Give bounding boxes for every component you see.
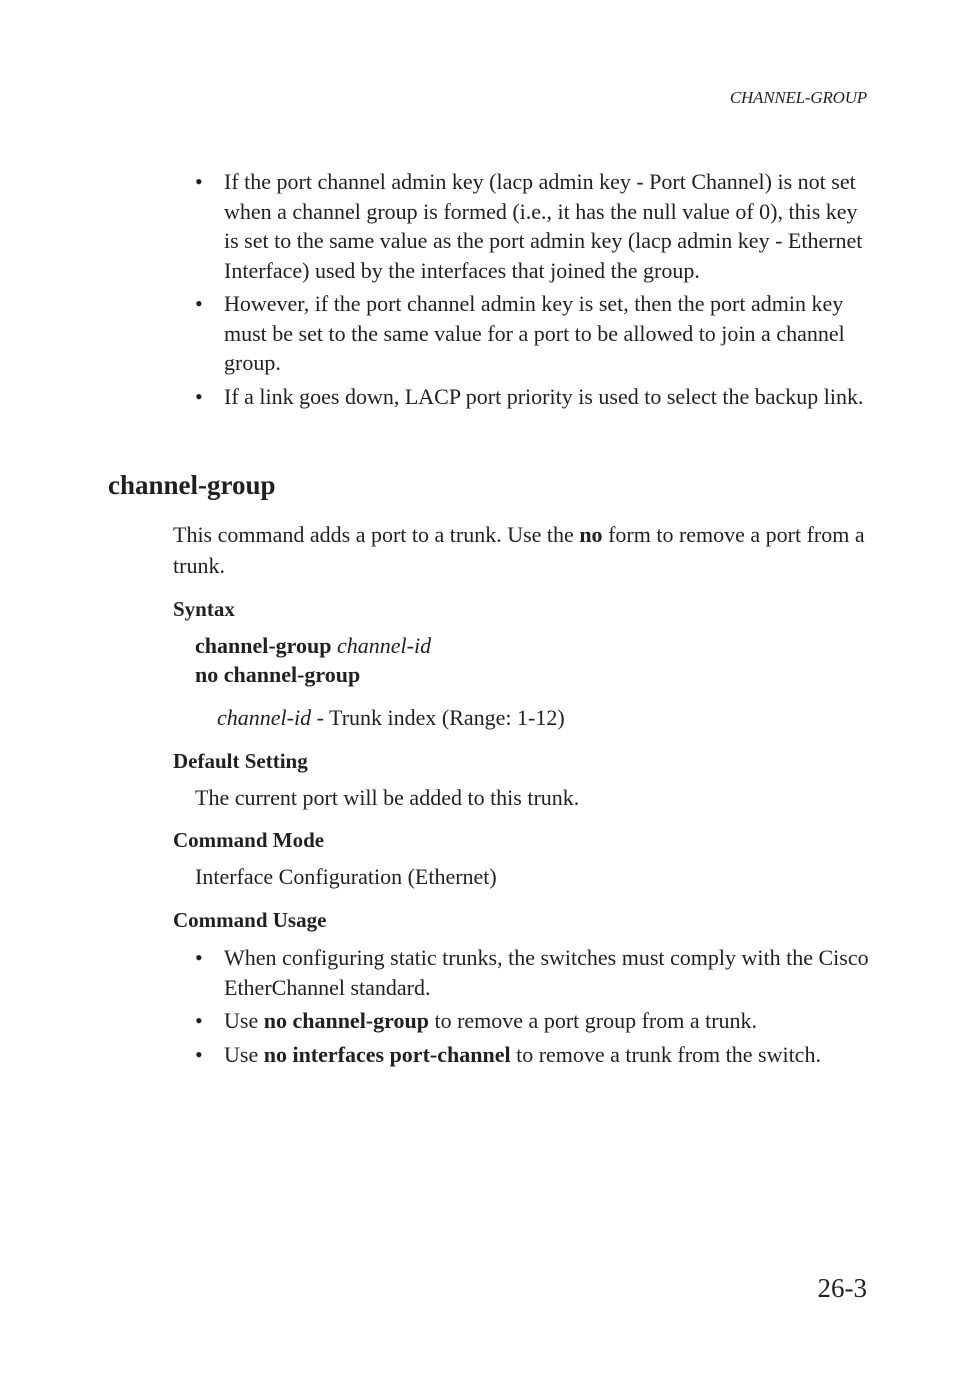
list-item bbox=[195, 943, 875, 1002]
bullet-text-end: to remove a trunk from the switch. bbox=[510, 1041, 821, 1067]
section-title: channel-group bbox=[108, 470, 276, 500]
parameter-text: - Trunk index (Range: 1-12) bbox=[311, 705, 565, 730]
default-setting-text: The current port will be added to this trunk. bbox=[195, 785, 580, 810]
intro-bold-keyword: no bbox=[579, 522, 603, 547]
section-intro bbox=[173, 519, 873, 581]
command-usage-heading: Command Usage bbox=[173, 908, 327, 932]
bullet-text: Use bbox=[224, 1041, 264, 1067]
command-mode-text: Interface Configuration (Ethernet) bbox=[195, 864, 497, 889]
command-mode-heading: Command Mode bbox=[173, 828, 325, 852]
list-item bbox=[195, 1006, 875, 1036]
default-setting-heading: Default Setting bbox=[173, 749, 308, 773]
syntax-parameter: channel-id bbox=[337, 633, 432, 658]
list-item bbox=[195, 382, 875, 412]
parameter-name: channel-id bbox=[217, 705, 312, 730]
intro-text-end: form to remove a port from a trunk. bbox=[173, 522, 865, 578]
bullet-text: However, if the port channel admin key is set, then the port admin key must be set to the same value for a port to be allowed to join a channel group. bbox=[224, 291, 845, 375]
bullet-icon: • bbox=[195, 291, 203, 316]
bullet-text: When configuring static trunks, the switches must comply with the Cisco EtherChannel standard. bbox=[224, 945, 869, 1000]
intro-text: This command adds a port to a trunk. Use the bbox=[173, 522, 580, 547]
list-item bbox=[195, 1040, 875, 1070]
bullet-text: If a link goes down, LACP port priority is used to select the backup link. bbox=[224, 383, 864, 409]
bullet-icon: • bbox=[195, 383, 203, 409]
bullet-text: Use bbox=[224, 1008, 264, 1033]
usage-bullet-list bbox=[195, 943, 875, 1073]
bullet-icon: • bbox=[195, 1008, 203, 1033]
list-item bbox=[195, 167, 875, 285]
bullet-icon: • bbox=[195, 169, 203, 194]
bullet-bold-command: no channel-group bbox=[263, 1008, 429, 1033]
syntax-command: channel-group bbox=[195, 633, 332, 658]
intro-bullet-list bbox=[195, 167, 875, 415]
bullet-icon: • bbox=[195, 1041, 203, 1067]
page-number: 26-3 bbox=[817, 1273, 867, 1303]
list-item bbox=[195, 289, 875, 378]
syntax-line-2 bbox=[195, 662, 360, 688]
syntax-heading: Syntax bbox=[173, 597, 235, 621]
bullet-bold-command: no interfaces port-channel bbox=[263, 1041, 511, 1067]
parameter-description bbox=[217, 705, 565, 731]
syntax-line-1 bbox=[195, 633, 431, 659]
syntax-no-command: no channel-group bbox=[195, 662, 361, 687]
bullet-icon: • bbox=[195, 945, 203, 970]
running-head: CHANNEL-GROUP bbox=[729, 88, 867, 107]
bullet-text-end: to remove a port group from a trunk. bbox=[428, 1008, 758, 1033]
bullet-text: If the port channel admin key (lacp admin key - Port Channel) is not set when a channel group is formed (i.e., it has the null value of 0), this key is set to the same value as the port admin key (lacp admin key - Ethernet Interface) used by the interfaces that joined the group. bbox=[224, 169, 863, 283]
